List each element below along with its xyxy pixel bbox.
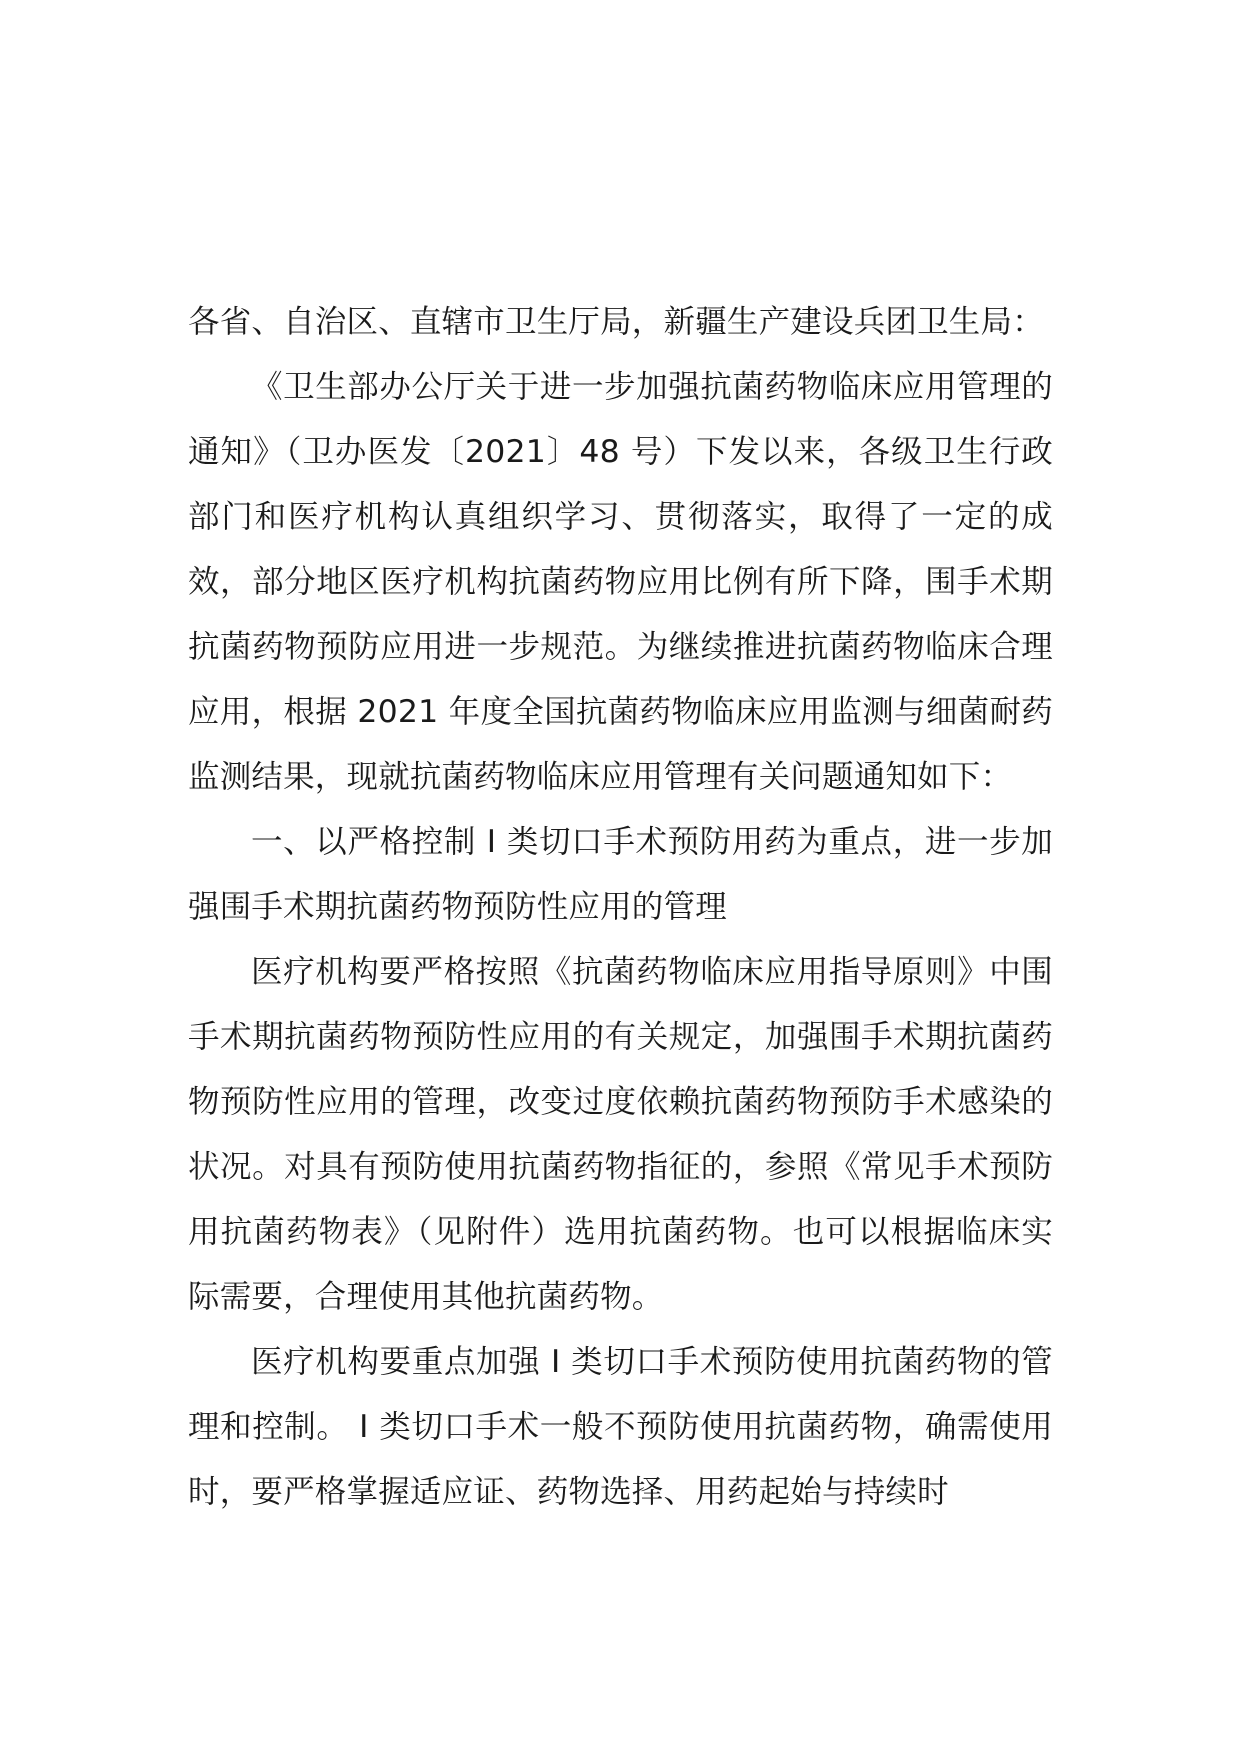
section-heading-1: 一、以严格控制 I 类切口手术预防用药为重点，进一步加强围手术期抗菌药物预防性应用的管理 [188, 824, 1053, 925]
paragraph-class-i-incision: 医疗机构要重点加强 I 类切口手术预防使用抗菌药物的管理和控制。 I 类切口手术一般不预防使用抗菌药物，确需使用时，要严格掌握适应证、药物选择、用药起始与持续时 [188, 1344, 1053, 1510]
paragraph-notice-background: 《卫生部办公厅关于进一步加强抗菌药物临床应用管理的通知》（卫办医发〔2021〕48 号）下发以来，各级卫生行政部门和医疗机构认真组织学习、贯彻落实，取得了一定的成效，部分地区医疗机构抗菌药物应用比例有所下降，围手术期抗菌药物预防应用进一步规范。为继续推进抗菌药物临床合理应用，根据 2021 年度全国抗菌药物临床应用监测与细菌耐药监测结果，现就抗菌药物临床应用管理有关问题通知如下： [188, 369, 1053, 795]
document-body [188, 290, 1053, 1525]
salutation-line: 各省、自治区、直辖市卫生厅局，新疆生产建设兵团卫生局： [188, 304, 1044, 340]
paragraph-perioperative-management: 医疗机构要严格按照《抗菌药物临床应用指导原则》中围手术期抗菌药物预防性应用的有关规定，加强围手术期抗菌药物预防性应用的管理，改变过度依赖抗菌药物预防手术感染的状况。对具有预防使用抗菌药物指征的，参照《常见手术预防用抗菌药物表》（见附件）选用抗菌药物。也可以根据临床实际需要，合理使用其他抗菌药物。 [188, 954, 1053, 1315]
